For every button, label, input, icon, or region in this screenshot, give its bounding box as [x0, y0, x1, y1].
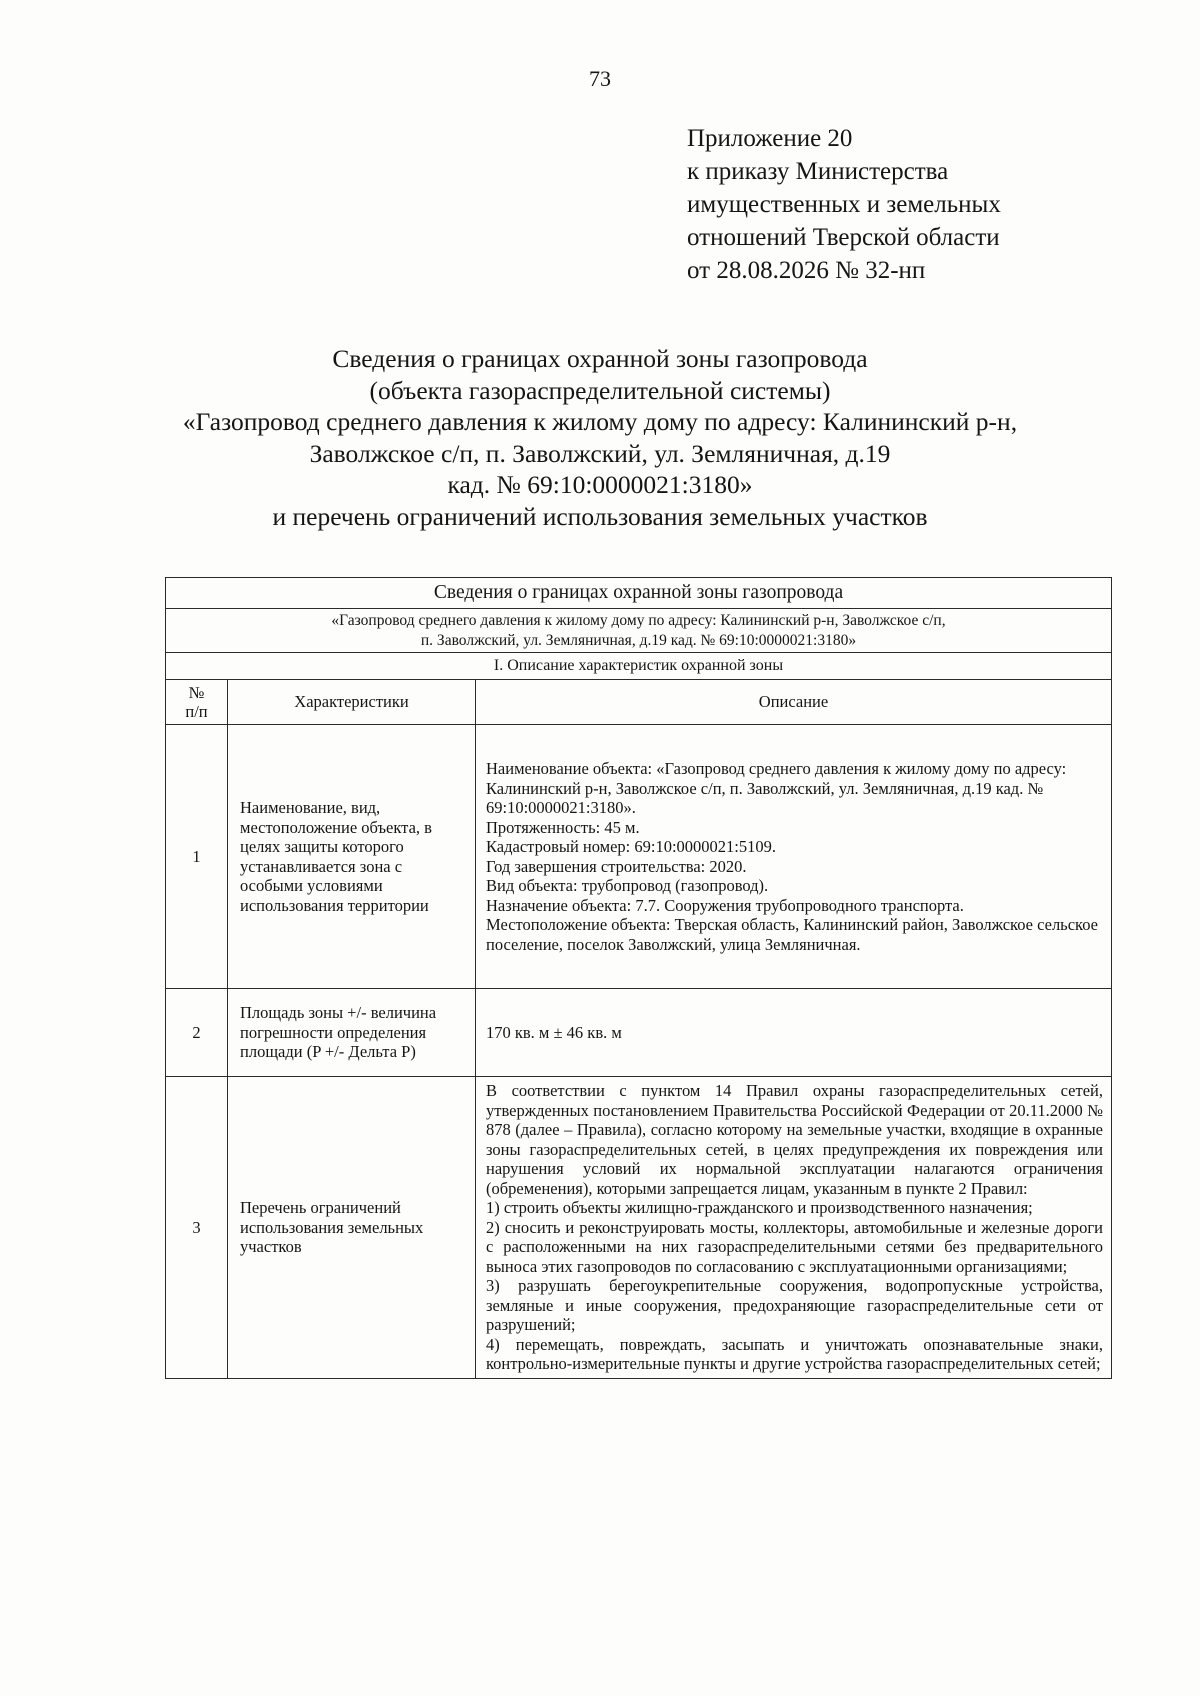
column-header-number — [166, 680, 228, 725]
appendix-line: имущественных и земельных — [687, 191, 1001, 218]
column-header-number-line: № — [188, 682, 205, 702]
column-header-number-line: п/п — [185, 702, 208, 721]
description-line: Наименование объекта: «Газопровод среднего давления к жилому дому по адресу: Калининский р-н, Заволжское с/п, п. Заволжский, ул. Земляничная, д.19 кад. № 69:10:0000021:3180». — [486, 759, 1067, 817]
description-line: Местоположение объекта: Тверская область, Калининский район, Заволжское сельское поселение, поселок Заволжский, улица Земляничная. — [486, 915, 1098, 954]
description-line: Год завершения строительства: 2020. — [486, 856, 747, 876]
description-line: 4) перемещать, повреждать, засыпать и уничтожать опознавательные знаки, контрольно-измерительные пункты и другие устройства газораспределительных сетей; — [486, 1334, 1103, 1373]
object-line: п. Заволжский, ул. Земляничная, д.19 кад. № 69:10:0000021:3180» — [420, 631, 857, 649]
title-line: и перечень ограничений использования земельных участков — [272, 501, 928, 531]
description-line: 1) строить объекты жилищно-гражданского и производственного назначения; — [486, 1198, 1033, 1217]
row-characteristic: Наименование, вид, местоположение объекта, в целях защиты которого устанавливается зона с особыми условиями использования территории — [228, 725, 476, 989]
row-number: 3 — [166, 1077, 228, 1379]
row-description — [476, 725, 1112, 989]
appendix-line: от 28.08.2026 № 32-нп — [687, 257, 926, 284]
description-line: Кадастровый номер: 69:10:0000021:5109. — [486, 837, 777, 856]
appendix-line: Приложение 20 — [687, 125, 853, 152]
title-line: кад. № 69:10:0000021:3180» — [447, 470, 753, 499]
title-line: Сведения о границах охранной зоны газопровода — [332, 344, 868, 373]
title-line: Заволжское с/п, п. Заволжский, ул. Земляничная, д.19 — [309, 438, 891, 468]
table-row — [166, 989, 1112, 1077]
table-row — [166, 1077, 1112, 1379]
table-header-title: Сведения о границах охранной зоны газопровода — [166, 578, 1112, 609]
row-description — [476, 1077, 1112, 1379]
description-line: В соответствии с пунктом 14 Правил охраны газораспределительных сетей, утвержденных постановлением Правительства Российской Федерации от 20.11.2000 № 878 (далее – Правила), согласно которому на земельные участки, входящие в охранные зоны газораспределительных сетей, в целях предупреждения их повреждения или нарушения условий их нормальной эксплуатации налагаются ограничения (обременения), которыми запрещается лицам, указанным в пункте 2 Правил: — [486, 1081, 1103, 1198]
title-line: (объекта газораспределительной системы) — [369, 375, 831, 405]
page-number: 73 — [589, 66, 611, 91]
column-header-characteristics: Характеристики — [228, 680, 476, 725]
table-object-name — [166, 609, 1112, 653]
appendix-block — [687, 122, 1001, 287]
title-line: «Газопровод среднего давления к жилому дому по адресу: Калининский р-н, — [182, 407, 1018, 436]
description-line: Вид объекта: трубопровод (газопровод). — [486, 876, 769, 895]
description-line: 2) сносить и реконструировать мосты, коллекторы, автомобильные и железные дороги с расположенными на них газораспределительными сетями без предварительного выноса этих газопроводов по согласованию с эксплуатационными организациями; — [486, 1217, 1103, 1276]
table-row — [166, 725, 1112, 989]
row-characteristic: Площадь зоны +/- величина погрешности определения площади (P +/- Дельта P) — [228, 989, 476, 1077]
appendix-line: отношений Тверской области — [687, 224, 1000, 251]
row-description — [476, 989, 1112, 1077]
appendix-line: к приказу Министерства — [687, 158, 949, 185]
row-characteristic: Перечень ограничений использования земельных участков — [228, 1077, 476, 1379]
section-title: I. Описание характеристик охранной зоны — [166, 653, 1112, 680]
description-line: 3) разрушать берегоукрепительные сооружения, водопропускные устройства, земляные и иные сооружения, предохраняющие газораспределительные сети от разрушений; — [486, 1276, 1103, 1334]
column-header-description: Описание — [476, 680, 1112, 725]
description-line: 170 кв. м ± 46 кв. м — [486, 1022, 622, 1042]
description-line: Назначение объекта: 7.7. Сооружения трубопроводного транспорта. — [486, 895, 964, 915]
object-line: «Газопровод среднего давления к жилому дому по адресу: Калининский р-н, Заволжское с/п, — [331, 612, 946, 629]
row-number: 1 — [166, 725, 228, 989]
protection-zone-table — [165, 577, 1112, 1379]
document-title — [0, 343, 1200, 532]
description-line: Протяженность: 45 м. — [486, 817, 640, 837]
row-number: 2 — [166, 989, 228, 1077]
